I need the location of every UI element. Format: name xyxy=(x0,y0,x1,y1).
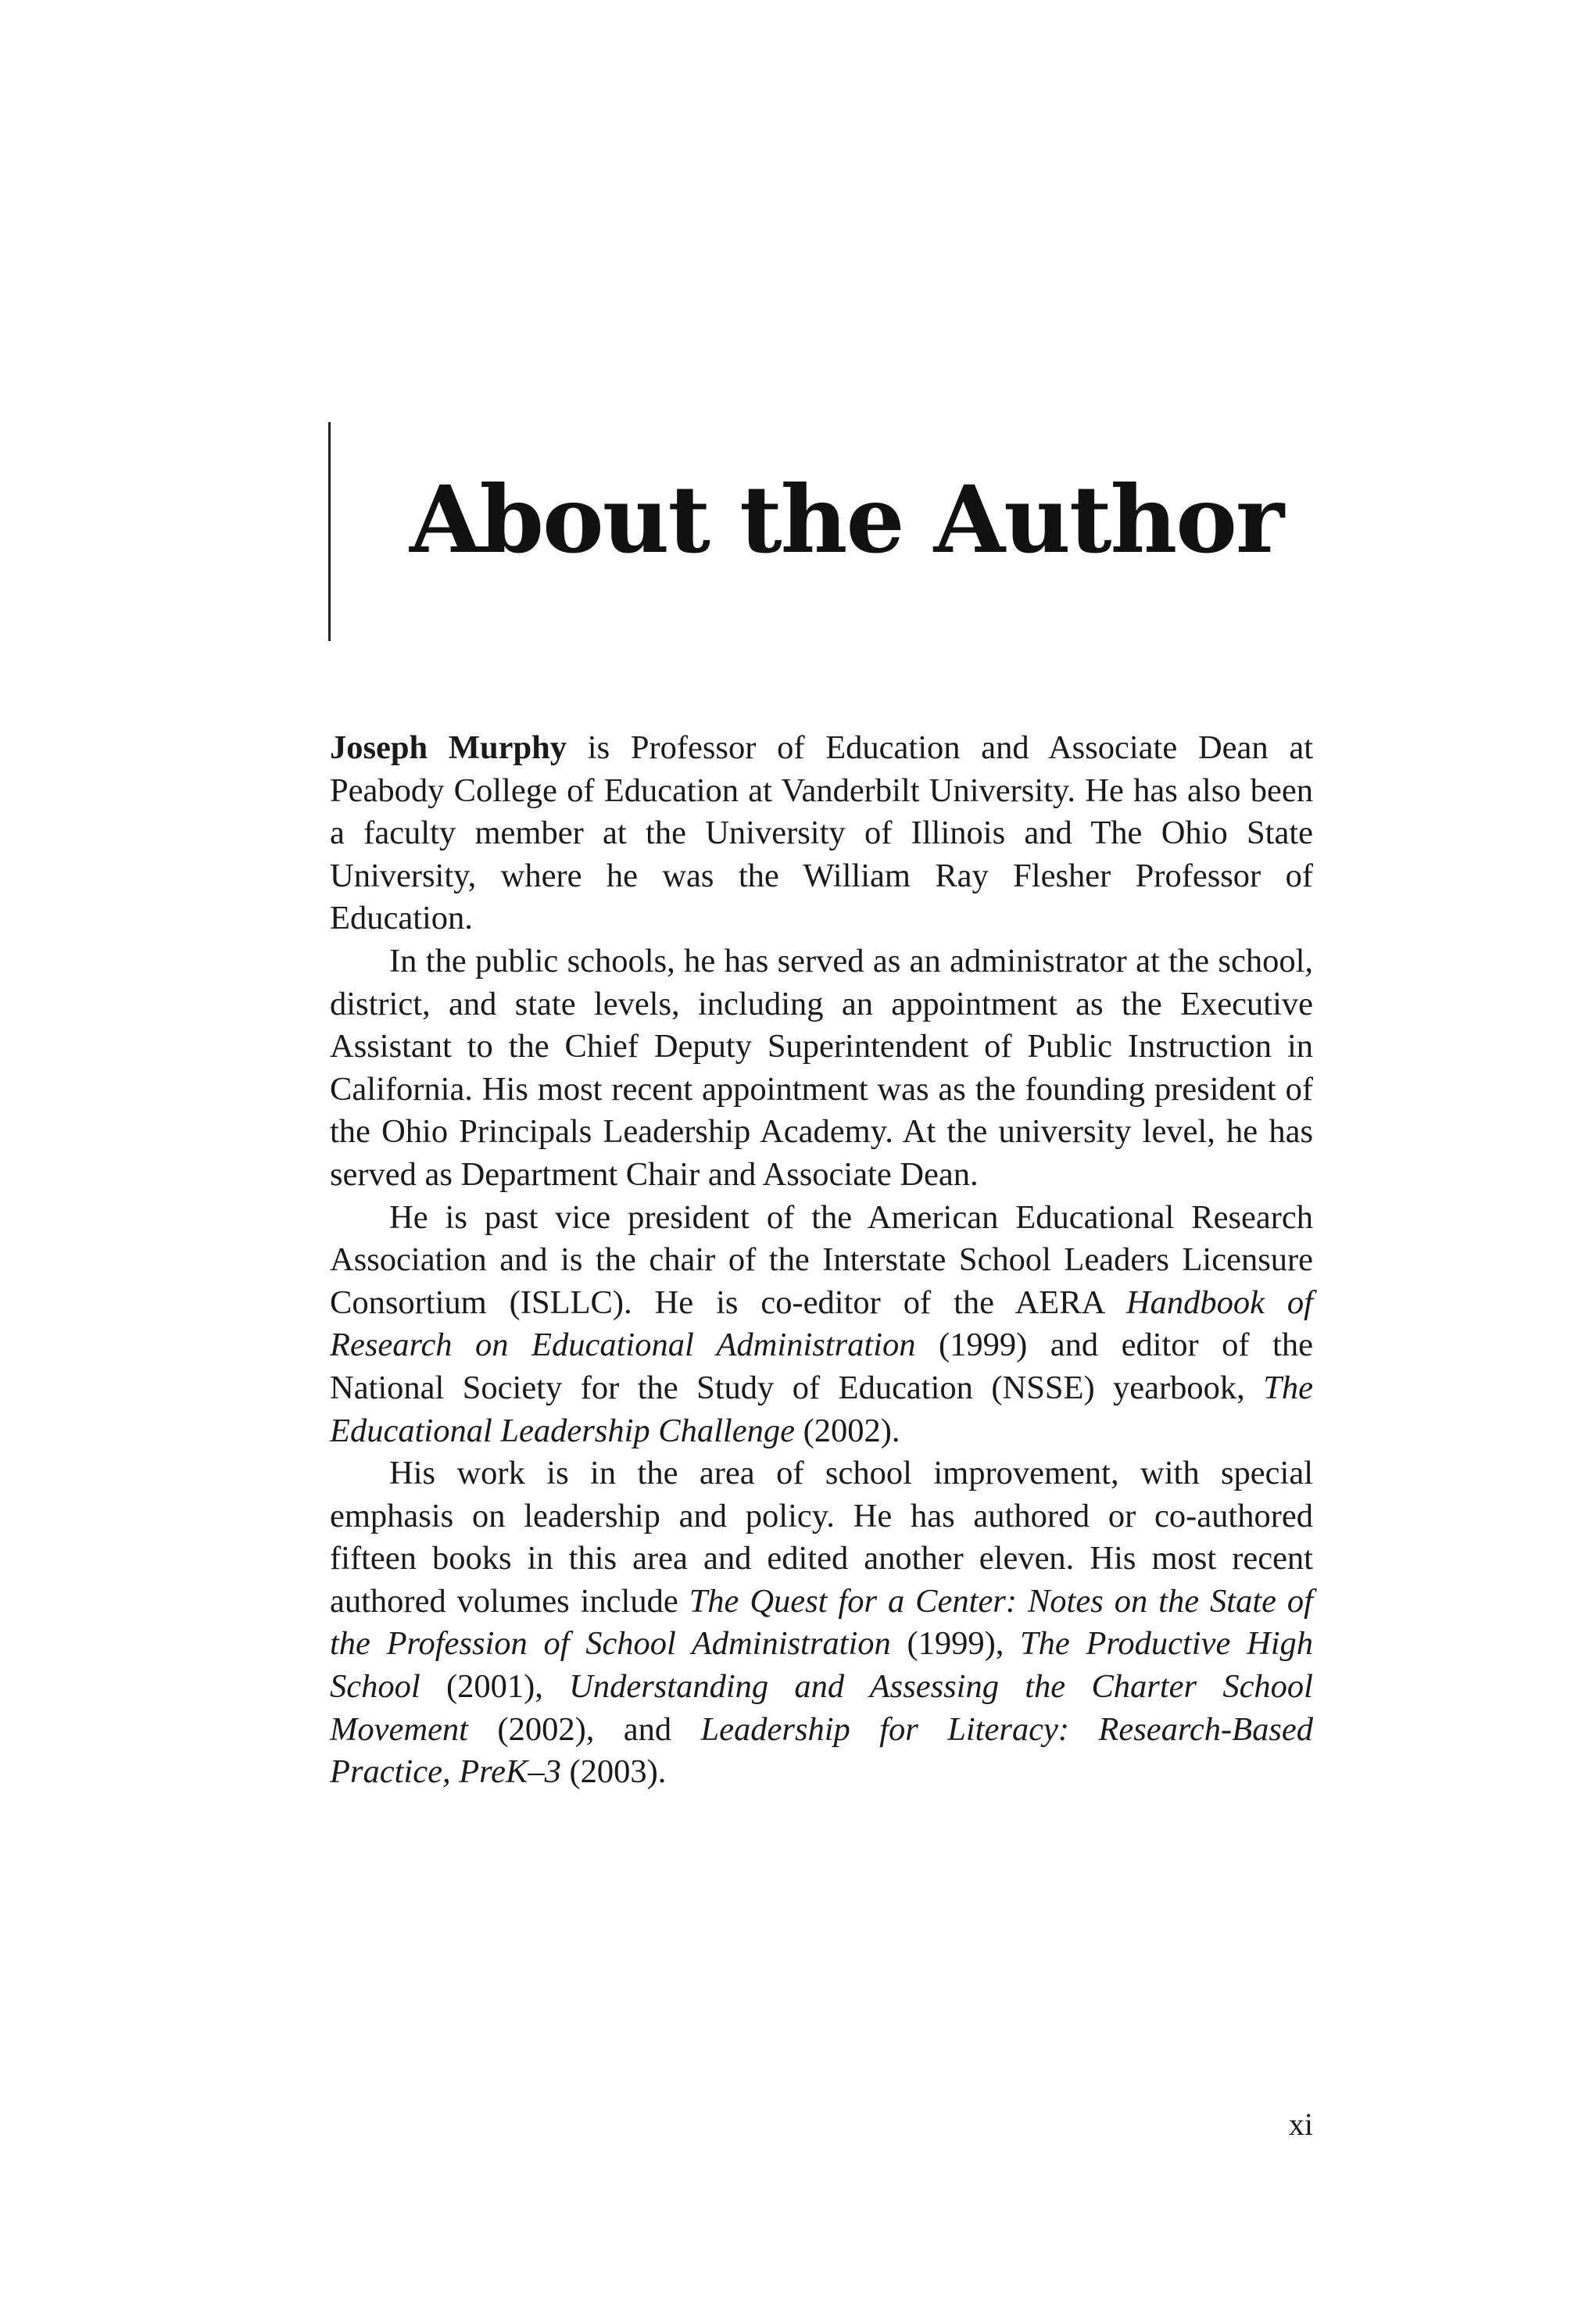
bio-paragraph-4-text: (1999), xyxy=(890,1625,1021,1663)
bio-paragraph-4 xyxy=(330,1452,1313,1794)
title-vertical-rule xyxy=(328,422,331,641)
bio-paragraph-1-text: is Professor of Education and Associate Dean at Peabody College of Education at Vanderbilt University. He has also been a faculty member at the University of Illinois and The Ohio State University, where he was the William Ray Flesher Professor of Education. xyxy=(330,729,1314,937)
book-title: Leadership for Literacy: Research-Based Practice, PreK–3 xyxy=(330,1710,1313,1791)
page-title: About the Author xyxy=(410,465,1283,574)
bio-paragraph-3-text: (1999) and editor of the National Society for the Study of Education (NSSE) yearbook, xyxy=(330,1327,1313,1406)
bio-paragraph-4-text: (2002), and xyxy=(468,1710,701,1748)
bio-paragraph-3-text: He is past vice president of the American Educational Research Association and is the chair of the Interstate School Leaders Licensure Consortium (ISLLC). He is co-editor of the AERA xyxy=(330,1198,1313,1321)
bio-paragraph-1 xyxy=(330,727,1313,940)
bio-paragraph-3-text: (2002). xyxy=(794,1412,900,1449)
book-title: The Quest for a Center: Notes on the State of the Profession of School Administration xyxy=(330,1582,1313,1663)
author-name: Joseph Murphy xyxy=(330,729,567,766)
bio-paragraph-4-text: His work is in the area of school improvement, with special emphasis on leadership and policy. He has authored or co-authored fifteen books in this area and edited another eleven. His most recent authored volumes include xyxy=(330,1455,1313,1620)
bio-paragraph-2 xyxy=(330,940,1313,1197)
book-title: The Productive High School xyxy=(330,1625,1313,1706)
author-bio xyxy=(330,727,1313,1794)
book-title: Understanding and Assessing the Charter School Movement xyxy=(330,1668,1313,1748)
book-title: Handbook of Research on Educational Administration xyxy=(330,1284,1313,1364)
bio-paragraph-3 xyxy=(330,1197,1313,1453)
page-number: xi xyxy=(1288,2107,1313,2142)
book-title: The Educational Leadership Challenge xyxy=(330,1369,1313,1449)
bio-paragraph-2-text: In the public schools, he has served as an administrator at the school, district, and state levels, including an appointment as the Executive Assistant to the Chief Deputy Superintendent of Public Instruction in California. His most recent appointment was as the founding president of the Ohio Principals Leadership Academy. At the university level, he has served as Department Chair and Associate Dean. xyxy=(330,942,1313,1193)
bio-paragraph-4-text: (2001), xyxy=(420,1668,570,1706)
bio-paragraph-4-text: (2003). xyxy=(560,1753,667,1791)
